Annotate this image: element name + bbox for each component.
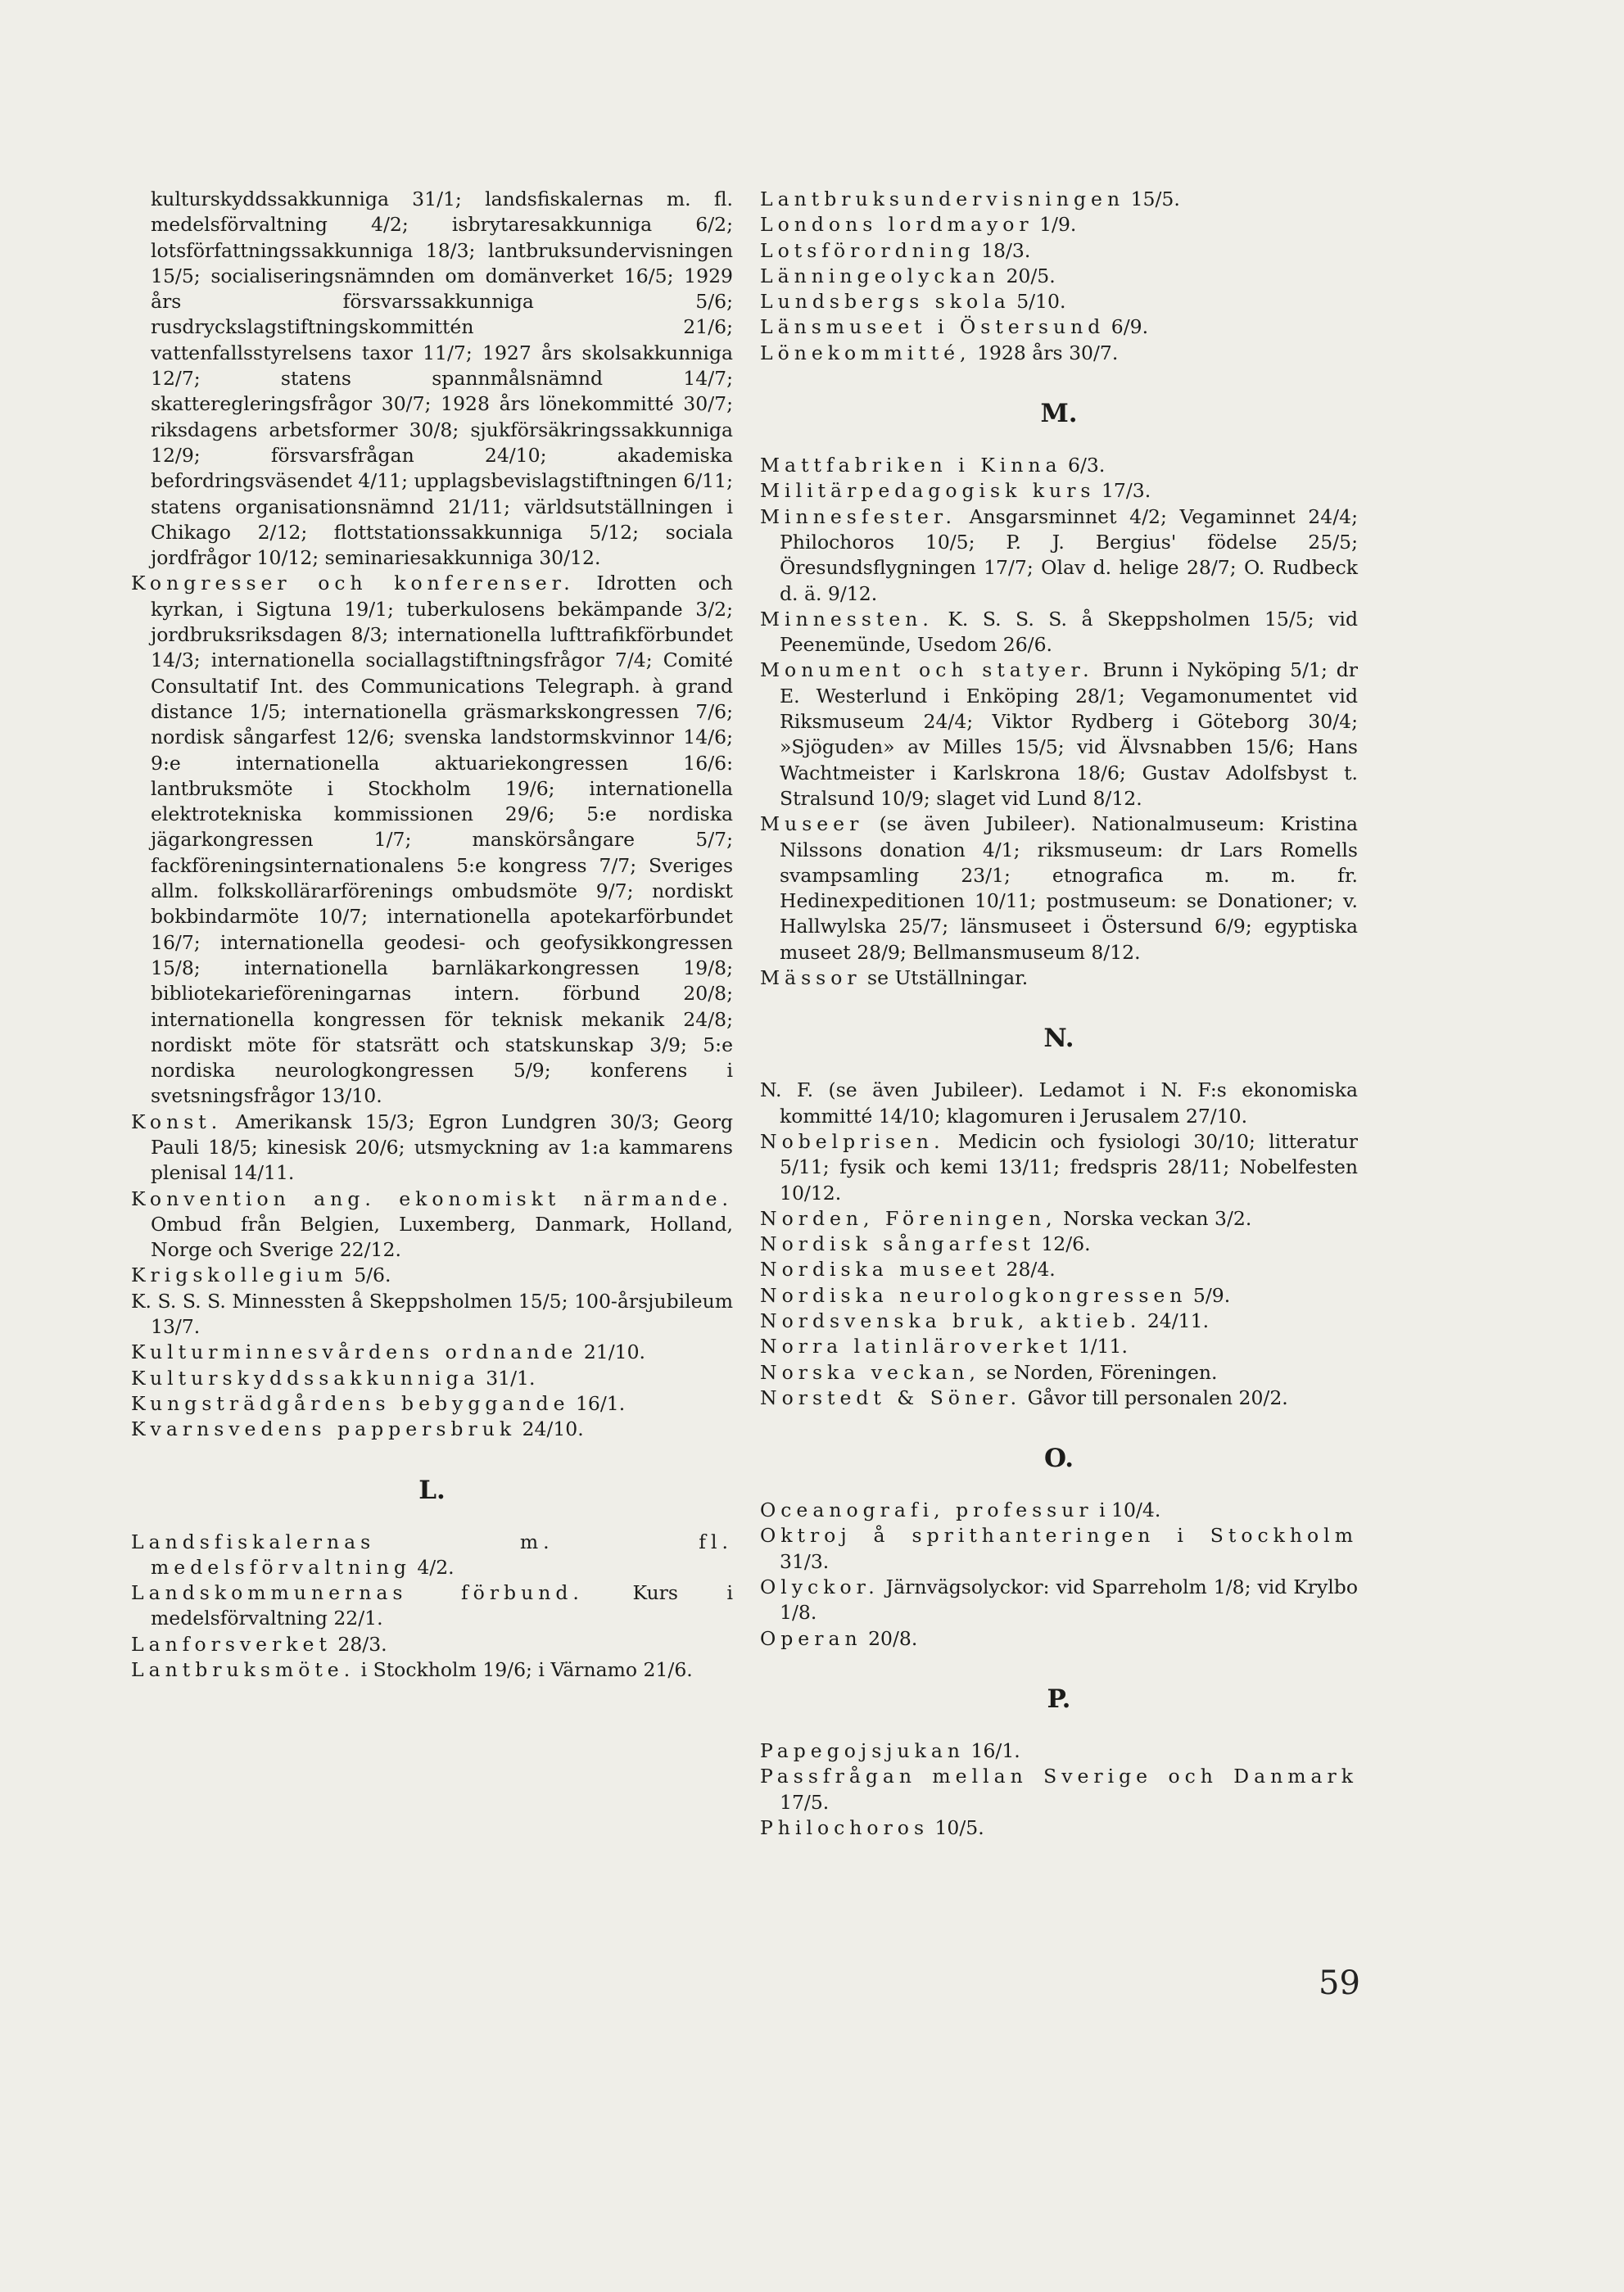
entry-text: 28/4. bbox=[1000, 1258, 1056, 1282]
entry-headword: Lundsbergs skola bbox=[760, 290, 1011, 314]
index-entry bbox=[760, 1309, 1358, 1334]
index-entry bbox=[760, 314, 1358, 340]
entry-text: 18/3. bbox=[975, 238, 1031, 262]
index-entry bbox=[760, 1232, 1358, 1257]
entry-text: se Utställningar. bbox=[861, 966, 1029, 990]
entry-text: 21/10. bbox=[577, 1340, 646, 1364]
entry-headword: Nordsvenska bruk, aktieb. bbox=[760, 1309, 1142, 1332]
entry-headword: Londons lordmayor bbox=[760, 213, 1034, 237]
entry-headword: Konvention ang. ekonomiskt närmande. bbox=[131, 1187, 733, 1210]
index-entry bbox=[760, 238, 1358, 264]
o-entries bbox=[760, 1498, 1358, 1652]
index-entry bbox=[131, 1657, 733, 1683]
index-entry bbox=[131, 1366, 733, 1391]
n-entries bbox=[760, 1078, 1358, 1411]
entry-text: 17/5. bbox=[780, 1790, 830, 1814]
left-column bbox=[131, 187, 733, 1683]
entry-text: K. S. S. S. Minnessten å Skeppsholmen 15/5; 100-årsjubileum 13/7. bbox=[131, 1289, 733, 1339]
entry-headword: Mässor bbox=[760, 966, 862, 990]
index-entry bbox=[131, 1580, 733, 1632]
entry-text: N. F. (se även Jubileer). Ledamot i N. F:s ekonomiska kommitté 14/10; klagomuren i Jerusalem 27/10. bbox=[760, 1078, 1358, 1128]
entry-headword: Olyckor. bbox=[760, 1575, 880, 1599]
entry-text: K. S. S. S. å Skeppsholmen 15/5; vid Peenemünde, Usedom 26/6. bbox=[780, 607, 1358, 657]
committee-list-continued: kulturskyddssakkunniga 31/1; landsfiskalernas m. fl. medelsförvaltning 4/2; isbrytaresakkunniga 6/2; lotsförfattningssakkunniga 18/3; lantbruksundervisningen 15/5; socialiseringsnämnden om domänverket 16/5; 1929 års försvarssakkunniga 5/6; rusdryckslagstiftningskommittén 21/6; vattenfallsstyrelsens taxor 11/7; 1927 års skolsakkunniga 12/7; statens spannmålsnämnd 14/7; skatteregleringsfrågor 30/7; 1928 års lönekommitté 30/7; riksdagens arbetsformer 30/8; sjukförsäkringssakkunniga 12/9; försvarsfrågan 24/10; akademiska befordringsväsendet 4/11; upplagsbevislagstiftningen 6/11; statens organisationsnämnd 21/11; världsutställningen i Chikago 2/12; flottstationssakkunniga 5/12; sociala jordfrågor 10/12; seminariesakkunniga 30/12. bbox=[151, 188, 733, 570]
index-entry bbox=[760, 187, 1358, 212]
entry-headword: Philochoros bbox=[760, 1815, 930, 1839]
entry-text: 4/2. bbox=[410, 1555, 455, 1579]
entry-headword: Norstedt & Söner. bbox=[760, 1386, 1022, 1409]
k-entries bbox=[131, 571, 733, 1442]
entry-text: 1/11. bbox=[1072, 1335, 1128, 1358]
entry-headword: Lantbruksmöte. bbox=[131, 1658, 355, 1682]
entry-headword: Länsmuseet i Östersund bbox=[760, 315, 1106, 339]
entry-text: 5/10. bbox=[1010, 290, 1066, 314]
entry-headword: Norden, Föreningen, bbox=[760, 1206, 1057, 1230]
index-entry bbox=[760, 504, 1358, 607]
entry-headword: Lantbruksundervisningen bbox=[760, 188, 1125, 210]
index-entry bbox=[131, 1187, 733, 1264]
entry-text: Amerikansk 15/3; Egron Lundgren 30/3; Georg Pauli 18/5; kinesisk 20/6; utsmyckning av 1:a kammarens plenisal 14/11. bbox=[151, 1110, 733, 1185]
entry-headword: Konst. bbox=[131, 1110, 223, 1133]
entry-text: 20/8. bbox=[862, 1626, 918, 1650]
entry-headword: Landskommunernas förbund. bbox=[131, 1581, 584, 1605]
entry-text: 1928 års 30/7. bbox=[970, 341, 1119, 364]
letter-heading-m: M. bbox=[1040, 399, 1078, 429]
entry-text: i 10/4. bbox=[1092, 1499, 1161, 1522]
entry-text: 5/9. bbox=[1187, 1283, 1231, 1307]
m-entries bbox=[760, 453, 1358, 991]
index-entry bbox=[760, 1815, 1358, 1841]
entry-headword: Norska veckan, bbox=[760, 1360, 980, 1384]
entry-headword: Landsfiskalernas m. fl. medelsförvaltning bbox=[131, 1530, 733, 1579]
entry-headword: Militärpedagogisk kurs bbox=[760, 479, 1096, 503]
entry-text: 24/11. bbox=[1141, 1309, 1210, 1332]
entry-text: 15/5. bbox=[1124, 188, 1180, 210]
entry-headword: Kungsträdgårdens bebyggande bbox=[131, 1391, 570, 1415]
entry-headword: Monument och statyer. bbox=[760, 658, 1094, 682]
entry-text: Gåvor till personalen 20/2. bbox=[1021, 1386, 1288, 1409]
index-entry bbox=[760, 1360, 1358, 1386]
entry-text: Ansgarsminnet 4/2; Vegaminnet 24/4; Philochoros 10/5; P. J. Bergius' födelse 25/5; Öresundsflygningen 17/7; Olav d. helige 28/7; O. Rudbeck d. ä. 9/12. bbox=[780, 504, 1358, 605]
letter-heading-p: P. bbox=[1047, 1684, 1071, 1714]
index-entry bbox=[760, 965, 1358, 991]
entry-headword: Operan bbox=[760, 1626, 862, 1650]
index-entry bbox=[760, 1283, 1358, 1309]
index-entry bbox=[131, 571, 733, 1109]
index-entry bbox=[760, 1078, 1358, 1129]
index-entry bbox=[760, 1498, 1358, 1523]
letter-heading-o: O. bbox=[1044, 1444, 1074, 1474]
entry-text: Kurs i medelsförvaltning 22/1. bbox=[151, 1581, 733, 1630]
index-entry bbox=[131, 1391, 733, 1417]
entry-headword: Minnesfester. bbox=[760, 504, 957, 528]
index-entry bbox=[760, 212, 1358, 237]
entry-text: 12/6. bbox=[1034, 1232, 1091, 1256]
entry-text: 16/1. bbox=[965, 1738, 1020, 1762]
p-entries bbox=[760, 1738, 1358, 1841]
index-entry bbox=[760, 1626, 1358, 1652]
entry-headword: Lotsförordning bbox=[760, 238, 975, 262]
index-entry bbox=[760, 1129, 1358, 1206]
entry-text: 10/5. bbox=[929, 1815, 984, 1839]
index-entry bbox=[760, 1206, 1358, 1232]
entry-headword: Kulturminnesvårdens ordnande bbox=[131, 1340, 578, 1364]
entry-headword: Papegojsjukan bbox=[760, 1738, 966, 1762]
index-entry bbox=[760, 1386, 1358, 1411]
index-entry bbox=[131, 1530, 733, 1581]
letter-heading-n: N. bbox=[1043, 1024, 1074, 1054]
entry-text: Järnvägsolyckor: vid Sparreholm 1/8; vid Krylbo 1/8. bbox=[780, 1575, 1358, 1625]
index-entry bbox=[131, 1289, 733, 1340]
entry-text: 5/6. bbox=[347, 1264, 391, 1287]
entry-headword: Nordiska museet bbox=[760, 1258, 1001, 1282]
index-entry bbox=[131, 1110, 733, 1187]
entry-text: 6/9. bbox=[1105, 315, 1149, 339]
entry-text: Medicin och fysiologi 30/10; litteratur 5/11; fysik och kemi 13/11; fredspris 28/11; Nobelfesten 10/12. bbox=[780, 1129, 1358, 1205]
index-entry bbox=[760, 1764, 1358, 1815]
index-entry bbox=[760, 811, 1358, 965]
entry-text: Idrotten och kyrkan, i Sigtuna 19/1; tuberkulosens bekämpande 3/2; jordbruksriksdagen 8/3; internationella lufttrafikförbundet 14/3; internationella sociallagstiftningsfrågor 7/4; Comité Consultatif Int. des Communications Telegraph. à grand distance 1/5; internationella gräsmarkskongressen 7/6; nordisk sångarfest 12/6; svenska landstormskvinnor 14/6; 9:e internationella aktuariekongressen 16/6: lantbruksmöte i Stockholm 19/6; internationella elektrotekniska kommissionen 29/6; 5:e nordiska jägarkongressen 1/7; manskörsångare 5/7; fackföreningsinternationalens 5:e kongress 7/7; Sveriges allm. folkskollärarförenings ombudsmöte 9/7; nordiskt bokbindarmöte 10/7; internationella apotekarförbundet 16/7; internationella geodesi- och geofysikkongressen 15/8; internationella barnläkarkongressen 19/8; bibliotekarieföreningarnas intern. förbund 20/8; internationella kongressen för teknisk mekanik 24/8; nordiskt möte för statsrätt och statskunskap 3/9; 5:e nordiska neurologkongressen 5/9; konferens i svetsningsfrågor 13/10. bbox=[151, 572, 733, 1108]
entry-text: 16/1. bbox=[569, 1391, 626, 1415]
l-entries-left bbox=[131, 1530, 733, 1684]
entry-headword: Oceanografi, professur bbox=[760, 1499, 1093, 1522]
index-entry bbox=[760, 607, 1358, 658]
index-entry bbox=[760, 289, 1358, 314]
index-entry bbox=[131, 1632, 733, 1657]
entry-headword: Passfrågan mellan Sverige och Danmark bbox=[760, 1765, 1358, 1788]
entry-headword: Kvarnsvedens pappersbruk bbox=[131, 1417, 517, 1441]
entry-text: 31/1. bbox=[479, 1366, 536, 1390]
index-entry bbox=[760, 453, 1358, 478]
index-entry bbox=[760, 658, 1358, 811]
index-entry bbox=[760, 264, 1358, 289]
entry-headword: Mattfabriken i Kinna bbox=[760, 454, 1062, 477]
index-entry bbox=[131, 1417, 733, 1442]
entry-text: Brunn i Nyköping 5/1; dr E. Westerlund i Enköping 28/1; Vegamonumentet vid Riksmuseum 24/4; Viktor Rydberg i Göteborg 30/4; »Sjöguden» av Milles 15/5; vid Älvsnabben 15/6; Hans Wachtmeister i Karlskrona 18/6; Gustav Adolfsbyst t. Stralsund 10/9; slaget vid Lund 8/12. bbox=[780, 658, 1358, 810]
entry-headword: Nobelprisen. bbox=[760, 1129, 945, 1153]
entry-headword: Nordisk sångarfest bbox=[760, 1232, 1035, 1256]
entry-text: Ombud från Belgien, Luxemberg, Danmark, Holland, Norge och Sverige 22/12. bbox=[151, 1212, 733, 1262]
index-entry bbox=[760, 1334, 1358, 1359]
entry-headword: Museer bbox=[760, 812, 864, 836]
index-entry bbox=[760, 478, 1358, 504]
index-entry bbox=[131, 1340, 733, 1365]
entry-text: i Stockholm 19/6; i Värnamo 21/6. bbox=[355, 1658, 693, 1682]
entry-text: Norska veckan 3/2. bbox=[1056, 1206, 1252, 1230]
entry-headword: Länningeolyckan bbox=[760, 264, 1000, 287]
entry-text: se Norden, Föreningen. bbox=[979, 1360, 1218, 1384]
entry-headword: Nordiska neurologkongressen bbox=[760, 1283, 1187, 1307]
entry-text: 17/3. bbox=[1095, 479, 1151, 503]
entry-headword: Minnessten. bbox=[760, 607, 934, 631]
index-entry bbox=[760, 1575, 1358, 1626]
index-entry bbox=[760, 1738, 1358, 1764]
entry-headword: Kulturskyddssakkunniga bbox=[131, 1366, 480, 1390]
letter-heading-l: L. bbox=[418, 1475, 446, 1505]
entry-headword: Kongresser och konferenser. bbox=[131, 572, 575, 595]
index-entry bbox=[760, 1257, 1358, 1282]
entry-text: 20/5. bbox=[999, 264, 1056, 287]
index-entry bbox=[760, 1523, 1358, 1575]
right-column bbox=[760, 187, 1358, 1841]
entry-text: 6/3. bbox=[1061, 454, 1106, 477]
entry-text: 1/9. bbox=[1033, 213, 1077, 237]
entry-text: (se även Jubileer). Nationalmuseum: Kristina Nilssons donation 4/1; riksmuseum: dr Lars Romells svampsamling 23/1; etnografica m. m. fr. Hedinexpeditionen 10/11; postmuseum: se Donationer; v. Hallwylska 25/7; länsmuseet i Östersund 6/9; egyptiska museet 28/9; Bellmansmuseum 8/12. bbox=[780, 812, 1358, 964]
entry-headword: Lanforsverket bbox=[131, 1632, 332, 1656]
entry-text: 28/3. bbox=[331, 1632, 387, 1656]
entry-headword: Krigskollegium bbox=[131, 1264, 348, 1287]
index-entry bbox=[131, 1263, 733, 1288]
l-entries-right bbox=[760, 187, 1358, 366]
page-number: 59 bbox=[1319, 1964, 1360, 2002]
index-entry bbox=[760, 341, 1358, 366]
entry-text: 24/10. bbox=[516, 1417, 584, 1441]
entry-headword: Oktroj å sprithanteringen i Stockholm bbox=[760, 1524, 1358, 1548]
entry-text: 31/3. bbox=[780, 1549, 830, 1573]
entry-headword: Norra latinläroverket bbox=[760, 1335, 1073, 1358]
entry-headword: Lönekommitté, bbox=[760, 341, 971, 364]
